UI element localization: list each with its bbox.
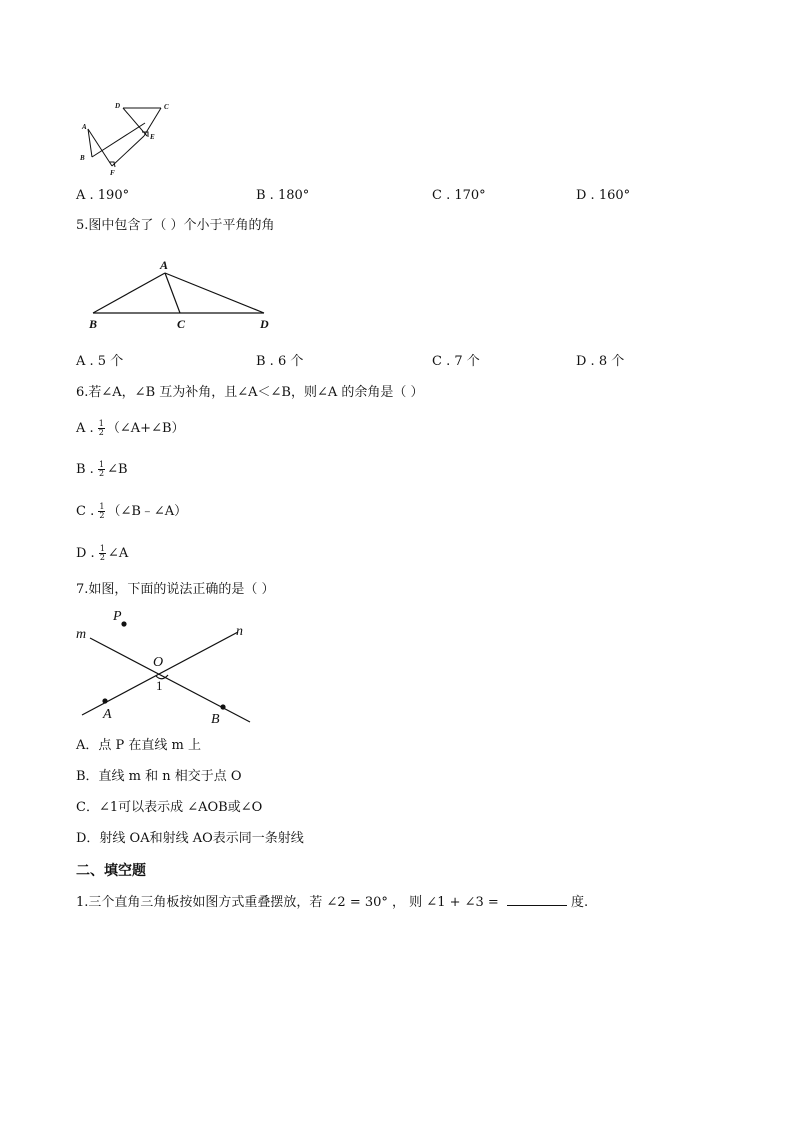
section-heading-fill-in: 二、填空题 <box>76 863 146 879</box>
q6-option-d-letter: D . <box>76 546 95 561</box>
q7-label-b: B <box>211 712 220 727</box>
q6-option-b-fraction: $\frac{1}{2}$ <box>98 460 105 478</box>
q4-label-d: D <box>115 102 121 110</box>
q5-label-a: A <box>160 258 169 272</box>
q4-figure <box>72 96 172 180</box>
q5-segment-ad <box>165 273 264 313</box>
q6-stem: 6.若∠A，∠B 互为补角，且∠A＜∠B，则∠A 的余角是（ ） <box>76 385 424 400</box>
fill1-answer-blank[interactable] <box>507 893 567 906</box>
q6-option-a-text: （∠A+∠B） <box>106 421 185 436</box>
q7-point-b <box>220 704 225 709</box>
q4-options <box>76 187 696 205</box>
q4-option-a[interactable]: A . 190° <box>76 188 130 203</box>
q4-segment-b-cross <box>92 123 145 157</box>
q5-option-c[interactable]: C . 7 个 <box>432 354 480 369</box>
q6-option-c-fraction: $\frac{1}{2}$ <box>99 502 105 520</box>
q7-point-p <box>121 621 126 626</box>
q5-stem: 5.图中包含了（ ）个小于平角的角 <box>76 218 275 233</box>
q7-option-c[interactable]: C．∠1可以表示成 ∠AOB或∠O <box>76 800 263 815</box>
q6-option-c-text: （∠B﹣∠A） <box>107 504 188 519</box>
q4-label-f: F <box>110 169 115 177</box>
q6-option-b-letter: B . <box>76 462 94 477</box>
q5-label-b: B <box>89 317 98 331</box>
q7-line-m <box>90 638 250 722</box>
q4-option-d[interactable]: D . 160° <box>576 188 631 203</box>
q7-point-a <box>102 698 107 703</box>
q4-label-a: A <box>82 123 87 131</box>
q5-segment-ab <box>93 273 165 313</box>
q5-option-b[interactable]: B . 6 个 <box>256 354 304 369</box>
q6-option-a-fraction: $\frac{1}{2}$ <box>98 419 104 437</box>
q5-option-a[interactable]: A . 5 个 <box>76 354 124 369</box>
q4-option-c[interactable]: C . 170° <box>432 188 486 203</box>
q7-stem: 7.如图，下面的说法正确的是（ ） <box>76 582 275 597</box>
fill1-stem-unit: 度. <box>570 895 589 910</box>
q4-segment-af <box>88 129 112 166</box>
q6-option-c[interactable] <box>76 503 187 521</box>
q6-option-d-text: ∠A <box>107 546 129 561</box>
q7-option-a[interactable]: A．点 P 在直线 m 上 <box>76 738 201 753</box>
q7-label-m: m <box>76 627 87 642</box>
q6-option-a-letter: A . <box>76 421 94 436</box>
fill1-stem <box>76 893 588 912</box>
q6-option-c-letter: C . <box>76 504 95 519</box>
q7-label-a: A <box>103 707 112 722</box>
q5-segment-ac <box>165 273 180 313</box>
q7-label-o: O <box>153 655 164 670</box>
q5-option-d[interactable]: D . 8 个 <box>576 354 625 369</box>
q5-label-d: D <box>260 317 269 331</box>
q4-label-c: C <box>164 103 169 111</box>
q7-label-p: P <box>113 609 122 624</box>
q5-label-c: C <box>177 317 186 331</box>
q7-option-b[interactable]: B．直线 m 和 n 相交于点 O <box>76 769 242 784</box>
q7-label-angle-1: 1 <box>156 678 163 693</box>
q6-option-b[interactable] <box>76 461 128 479</box>
q7-figure <box>70 604 260 728</box>
q4-label-b: B <box>80 154 85 162</box>
q6-option-a[interactable] <box>76 420 185 438</box>
q5-options <box>76 353 696 371</box>
q6-option-d-fraction: $\frac{1}{2}$ <box>99 544 105 562</box>
q6-option-d[interactable] <box>76 545 128 563</box>
q4-segment-ab <box>88 129 92 157</box>
q6-option-b-text: ∠B <box>107 462 128 477</box>
q7-label-n: n <box>236 624 243 639</box>
q7-option-d[interactable]: D．射线 OA和射线 AO表示同一条射线 <box>76 831 304 846</box>
fill1-stem-text: 1.三个直角三角板按如图方式重叠摆放，若 ∠2 = 30° ， 则 ∠1 + ∠3 = <box>76 895 503 910</box>
q4-label-e: E <box>150 133 155 141</box>
q5-figure <box>84 256 280 336</box>
q4-option-b[interactable]: B . 180° <box>256 188 310 203</box>
